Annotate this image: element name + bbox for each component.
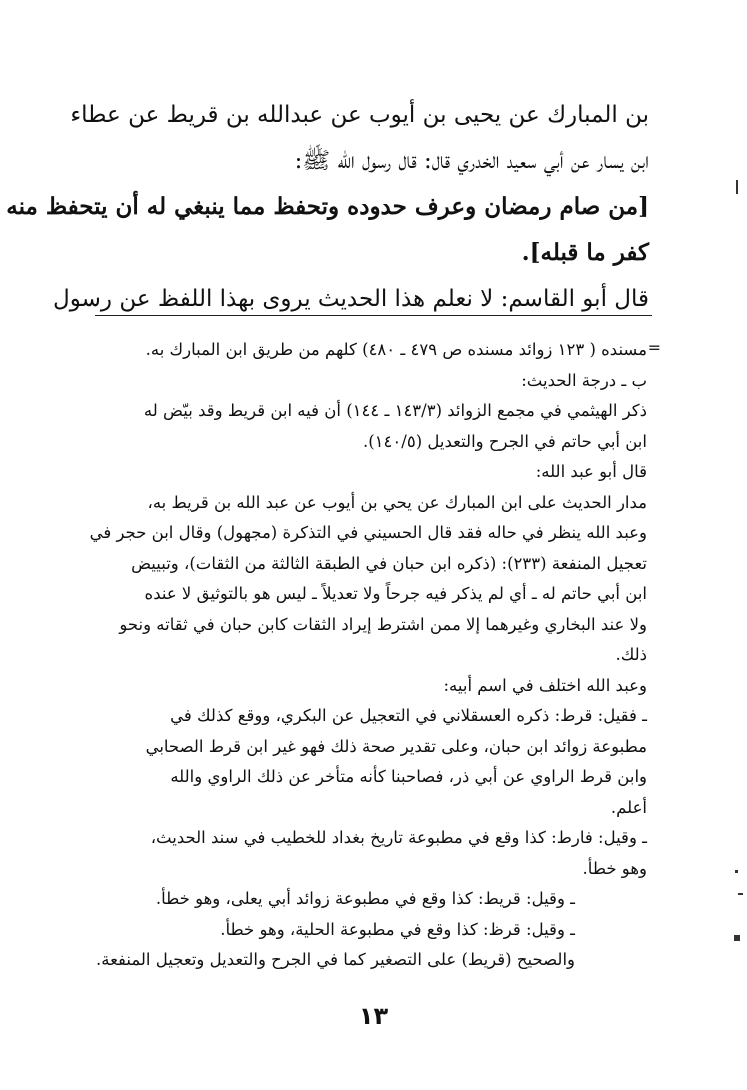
footnote-line: وهو خطأ.: [582, 858, 647, 878]
footnote-continuation-marker: =: [647, 338, 661, 357]
footnote-line: ـ وقيل: قريط: كذا وقع في مطبوعة زوائد أبي يعلى، وهو خطأ.: [155, 889, 575, 908]
footnote-line: ذلك.: [615, 645, 647, 664]
footnote-line: ولا عند البخاري وغيرهما إلا ممن اشترط إيراد الثقات كابن حبان في ثقاته ونحو: [119, 614, 647, 634]
main-text-line: بن المبارك عن يحيى بن أيوب عن عبدالله بن قريط عن عطاء: [70, 102, 649, 128]
footnote-line: مطبوعة زوائد ابن حبان، وعلى تقدير صحة ذلك فهو غير ابن قرط الصحابي: [145, 736, 647, 756]
main-text-block: [6, 92, 649, 322]
scan-speck: [734, 935, 740, 941]
main-text-line: قال أبو القاسم: لا نعلم هذا الحديث يروى بهذا اللفظ عن رسول: [53, 286, 649, 312]
footnotes-block: [89, 335, 647, 976]
footnote-line: ب ـ درجة الحديث:: [521, 370, 647, 390]
footnote-line: ـ وقيل: فارط: كذا وقع في مطبوعة تاريخ بغداد للخطيب في سند الحديث،: [150, 828, 647, 847]
footnote-line: ابن أبي حاتم في الجرح والتعديل (١٤٠/٥).: [362, 431, 647, 451]
footnote-line: قال أبو عبد الله:: [535, 462, 647, 481]
scan-speck: [738, 893, 743, 895]
page-number: ١٣: [358, 1002, 389, 1030]
footnote-line: وعبد الله اختلف في اسم أبيه:: [443, 675, 647, 695]
footnote-line: ابن أبي حاتم له ـ أي لم يذكر فيه جرحاً ولا تعديلاً ـ ليس هو بالتوثيق لا عنده: [144, 584, 647, 603]
footnote-line: أعلم.: [610, 797, 647, 817]
main-text-line: ابن يسار عن أبي سعيد الخدري قال: قال رسول الله ﷺ:: [294, 148, 649, 174]
footnote-line: ذكر الهيثمي في مجمع الزوائد (١٤٣/٣ ـ ١٤٤) أن فيه ابن قريط وقد بيّض له: [143, 401, 647, 420]
main-text-line: كفر ما قبله].: [521, 239, 649, 266]
footnote-line: والصحيح (قريط) على التصغير كما في الجرح والتعديل وتعجيل المنفعة.: [95, 950, 575, 969]
scan-speck: [736, 180, 738, 194]
footnote-separator: [95, 315, 652, 316]
footnote-line: مسنده ( ١٢٣ زوائد مسنده ص ٤٧٩ ـ ٤٨٠) كلهم من طريق ابن المبارك به.: [145, 340, 647, 359]
main-text-line: [من صام رمضان وعرف حدوده وتحفظ مما ينبغي له أن يتحفظ منه: [6, 193, 649, 220]
footnote-line: وابن قرط الراوي عن أبي ذر، فصاحبنا كأنه متأخر عن ذلك الراوي والله: [170, 767, 647, 786]
scan-speck: [735, 870, 738, 873]
footnote-line: ـ فقيل: قرط: ذكره العسقلاني في التعجيل عن البكري، ووقع كذلك في: [170, 706, 647, 725]
footnote-line: مدار الحديث على ابن المبارك عن يحي بن أيوب عن عبد الله بن قريط به،: [147, 492, 647, 512]
footnote-line: تعجيل المنفعة (٢٣٣): (ذكره ابن حبان في الطبقة الثالثة من الثقات)، وتبييض: [131, 553, 647, 573]
footnote-line: ـ وقيل: قرظ: كذا وقع في مطبوعة الحلية، وهو خطأ.: [220, 919, 575, 939]
footnote-line: وعبد الله ينظر في حاله فقد قال الحسيني في التذكرة (مجهول) وقال ابن حجر في: [89, 523, 647, 542]
